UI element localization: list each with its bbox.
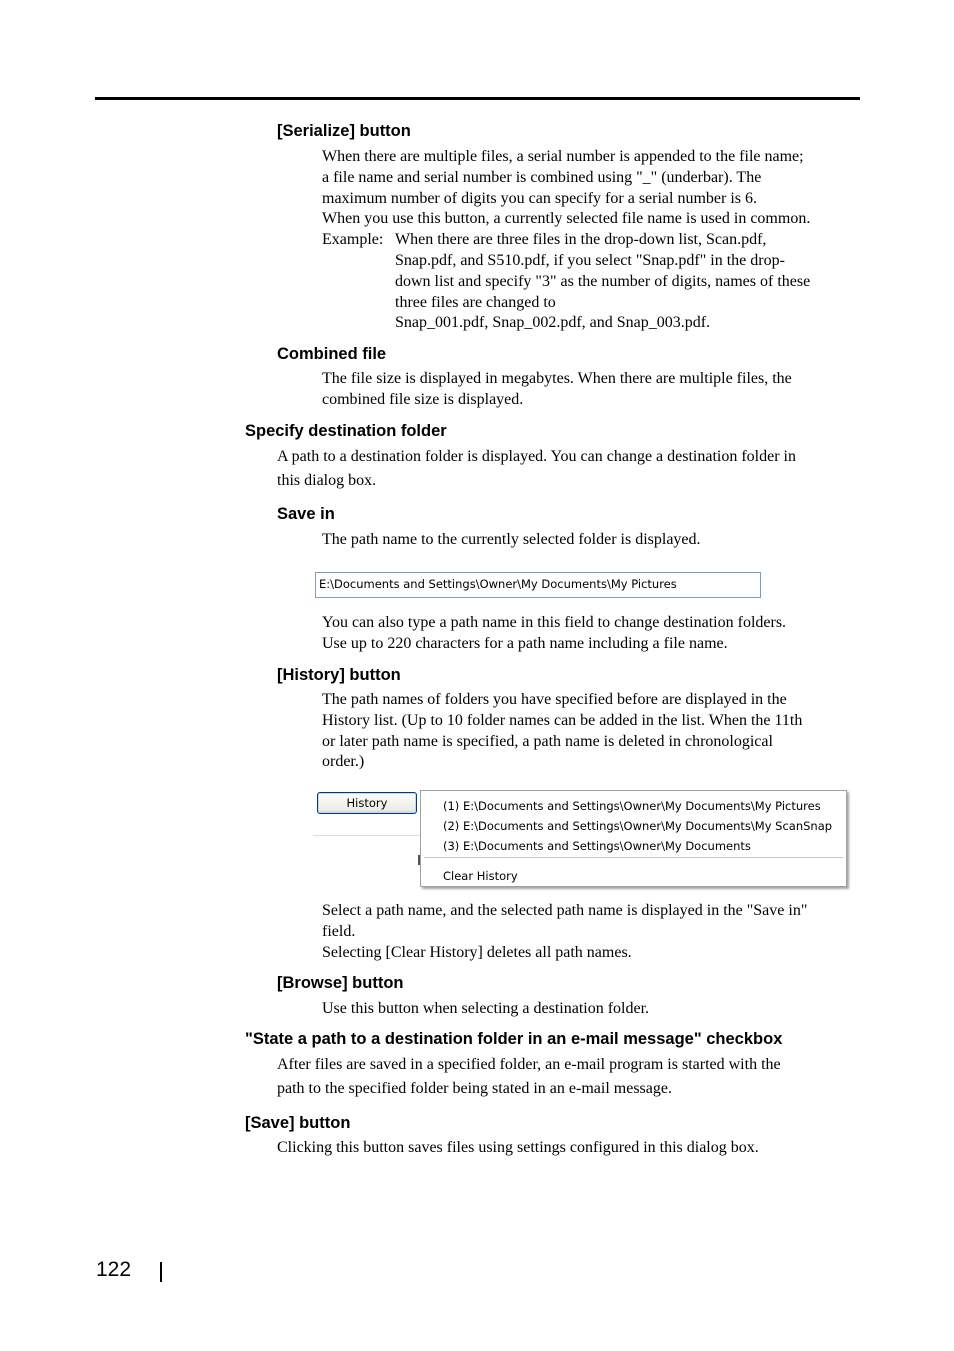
example-label: Example: — [322, 231, 384, 249]
history-heading: [History] button — [277, 666, 401, 684]
text-line: When you use this button, a currently selected file name is used in common. — [322, 210, 811, 228]
text-line: path to the specified folder being stated in an e-mail message. — [277, 1080, 672, 1097]
page-number-bar — [160, 1262, 162, 1282]
text-line: field. — [322, 922, 356, 940]
save-in-field[interactable]: E:\Documents and Settings\Owner\My Documents\My Pictures — [315, 572, 761, 598]
history-menu — [420, 790, 847, 887]
text-line: or later path name is specified, a path name is deleted in chronological — [322, 732, 773, 750]
history-menu-item-3[interactable]: (3) E:\Documents and Settings\Owner\My Documents — [443, 839, 751, 853]
serialize-description — [322, 147, 810, 334]
text-line: Select a path name, and the selected path name is displayed in the "Save in" — [322, 902, 808, 919]
page-number: 122 — [96, 1258, 132, 1281]
history-description — [322, 690, 802, 773]
text-line: After files are saved in a specified folder, an e-mail program is started with the — [277, 1056, 781, 1073]
text-line: three files are changed to — [395, 293, 556, 311]
text-line: Use up to 220 characters for a path name including a file name. — [322, 634, 728, 652]
divider — [313, 835, 421, 836]
browse-heading: [Browse] button — [277, 974, 404, 992]
text-line: down list and specify "3" as the number of digits, names of these — [395, 272, 811, 290]
text-line: Clicking this button saves files using settings configured in this dialog box. — [277, 1139, 759, 1156]
history-menu-item-2[interactable]: (2) E:\Documents and Settings\Owner\My Documents\My ScanSnap — [443, 819, 833, 833]
history-button[interactable]: History — [317, 792, 417, 814]
text-line: The path names of folders you have specified before are displayed in the — [322, 691, 787, 708]
text-line: maximum number of digits you can specify for a serial number is 6. — [322, 189, 758, 207]
save-in-heading: Save in — [277, 505, 335, 523]
destination-heading: Specify destination folder — [245, 422, 447, 440]
save-in-note — [322, 613, 786, 655]
example-text — [395, 230, 810, 334]
menu-separator — [424, 857, 843, 858]
combined-file-heading: Combined file — [277, 345, 387, 363]
browse-description — [322, 999, 649, 1020]
text-line: Snap.pdf, and S510.pdf, if you select "Snap.pdf" in the drop- — [395, 251, 785, 269]
text-line: History list. (Up to 10 folder names can be added in the list. When the 11th — [322, 711, 803, 729]
history-note — [322, 901, 807, 963]
history-menu-item-1[interactable]: (1) E:\Documents and Settings\Owner\My Documents\My Pictures — [443, 799, 821, 813]
text-line: The path name to the currently selected folder is displayed. — [322, 531, 701, 548]
save-button-description — [277, 1138, 759, 1159]
text-line: this dialog box. — [277, 472, 377, 489]
history-screenshot — [313, 787, 853, 891]
destination-description — [277, 445, 796, 493]
text-line: When there are multiple files, a serial number is appended to the file name; — [322, 148, 804, 165]
text-line: When there are three files in the drop-down list, Scan.pdf, — [395, 231, 767, 249]
text-line: a file name and serial number is combined using "_" (underbar). The — [322, 168, 762, 186]
serialize-heading: [Serialize] button — [277, 122, 411, 140]
text-line: A path to a destination folder is displayed. You can change a destination folder in — [277, 448, 796, 465]
save-button-heading: [Save] button — [245, 1114, 351, 1132]
combined-file-description — [322, 369, 792, 411]
clear-history-menu-item[interactable]: Clear History — [443, 869, 518, 883]
example-block — [322, 230, 810, 334]
email-checkbox-description — [277, 1053, 781, 1101]
text-line: combined file size is displayed. — [322, 390, 524, 408]
text-line: Use this button when selecting a destination folder. — [322, 1000, 650, 1017]
text-line: Selecting [Clear History] deletes all path names. — [322, 943, 632, 961]
email-checkbox-heading: "State a path to a destination folder in an e-mail message" checkbox — [245, 1030, 783, 1048]
text-line: You can also type a path name in this field to change destination folders. — [322, 614, 787, 631]
text-line: order.) — [322, 753, 365, 771]
top-rule — [95, 97, 860, 100]
text-line: The file size is displayed in megabytes. When there are multiple files, the — [322, 370, 792, 387]
text-line: Snap_001.pdf, Snap_002.pdf, and Snap_003.pdf. — [395, 314, 711, 332]
save-in-description — [322, 530, 701, 551]
